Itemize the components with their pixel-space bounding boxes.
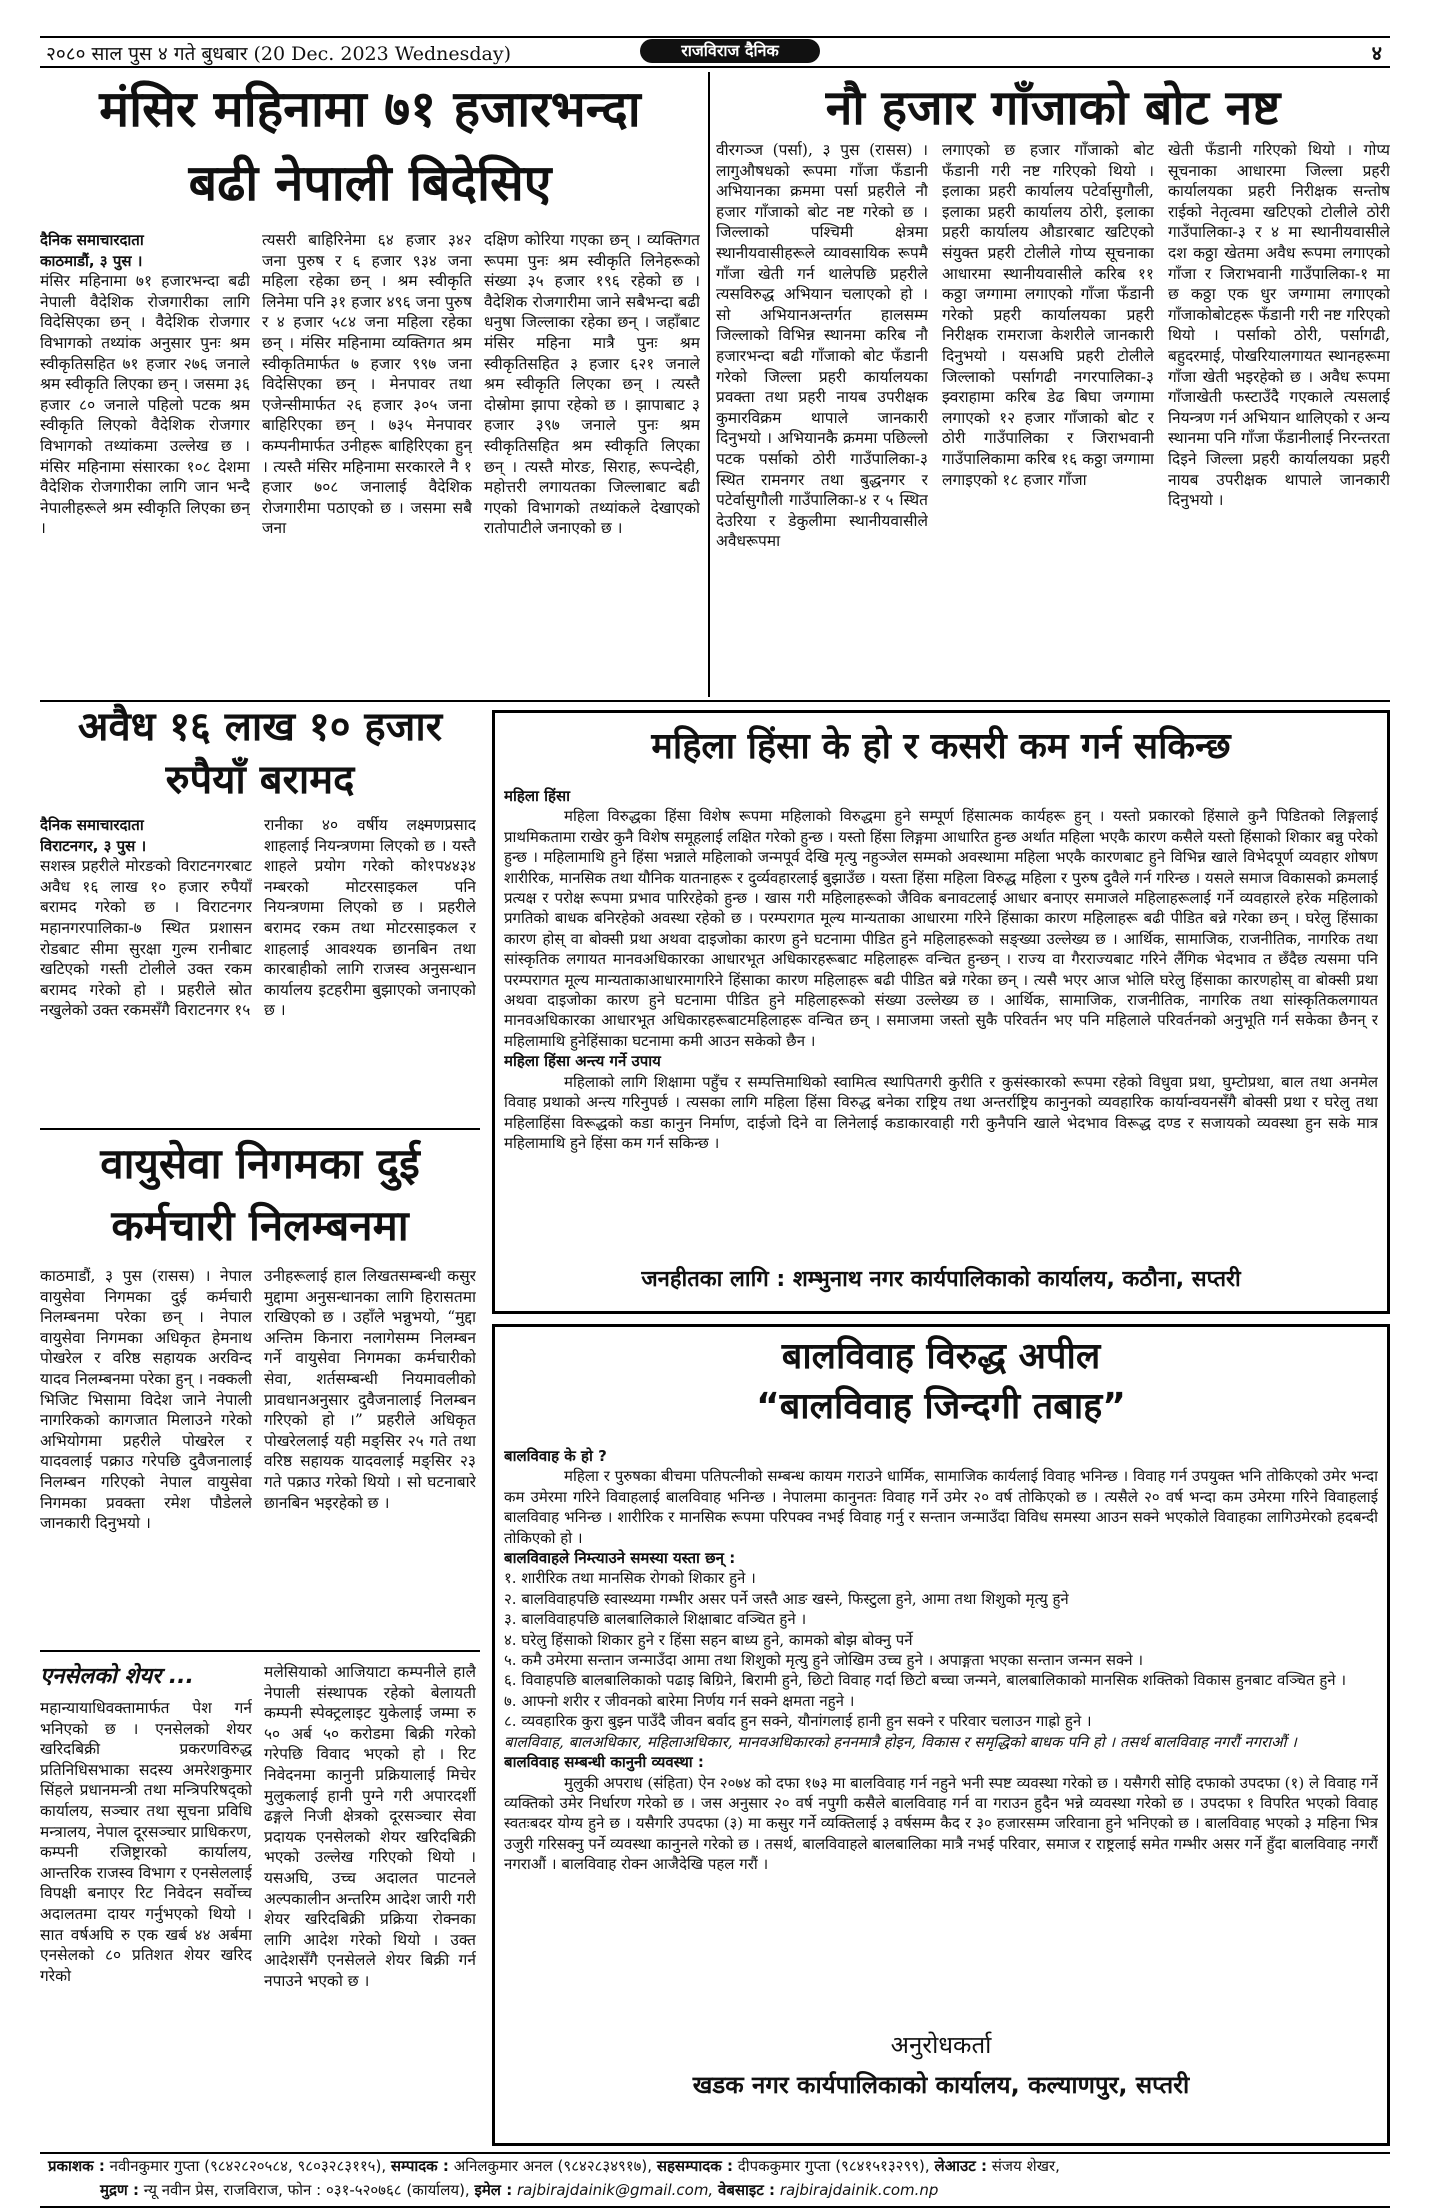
page-number: ४ (1371, 41, 1382, 65)
story4-column-2: उनीहरूलाई हाल लिखतसम्बन्धी कसुर मुद्दामा अनुसन्धानका लागि हिरासतमा राखिएको छ । उहाँले भन्नुभयो, “मुद्दा अन्तिम किनारा नलागेसम्म निलम्बन गर्ने वायुसेवा निगमका कर्मचारीको सेवा, शर्तसम्बन्धी नियमावलीको प्रावधानअनुसार दुवैजनालाई निलम्बन गरिएको हो ।” प्रहरीले अधिकृत पोखरेललाई यही मङ्सिर २५ गते तथा वरिष्ठ सहायक यादवलाई मङ्सिर २३ गते पक्राउ गरेको थियो । सो घटनाबारे छानबिन भइरहेको छ । (264, 1267, 476, 1512)
section-divider (40, 1650, 480, 1652)
story5-column-1: महान्यायाधिवक्तामार्फत पेश गर्न भनिएको छ । एनसेलको शेयर खरिदबिक्री प्रकरणविरुद्ध प्रतिनिधिसभाका सदस्य अमरेशकुमार सिंहले प्रधानमन्त्री तथा मन्त्रिपरिषद्को कार्यालय, सञ्चार तथा सूचना प्रविधि मन्त्रालय, नेपाल दूरसञ्चार प्राधिकरण, कम्पनी रजिष्ट्रारको कार्यालय, आन्तरिक राजस्व विभाग र एनसेललाई विपक्षी बनाएर रिट निवेदन सर्वोच्च अदालतमा दायर गर्नुभएको थियो । सात वर्षअघि रु एक खर्ब ४४ अर्बमा एनसेलको ८० प्रतिशत शेयर खरिद गरेको (40, 1699, 252, 1985)
story3-column-1 (40, 815, 252, 1125)
list-item: १. शारीरिक तथा मानसिक रोगको शिकार हुने । (504, 1569, 756, 1588)
story1-column-2: त्यसरी बाहिरिनेमा ६४ हजार ३४२ जना पुरुष र ६ हजार ९३४ जना महिला रहेका छन् । श्रम स्वीकृति लिनेमा पनि ३१ हजार ४९६ जना पुरुष र ४ हजार ५८४ जना महिला रहेका छन् । मंसिर महिनामा व्यक्तिगत श्रम स्वीकृतिमार्फत ७ हजार ९९७ जना विदेसिएका छन् । मेनपावर तथा एजेन्सीमार्फत २६ हजार ३०५ जना बाहिरिएका छन् । ७३५ मेनपावर कम्पनीमार्फत उनीहरू बाहिरिएका हुन् । त्यस्तै मंसिर महिनामा सरकारले नै १ हजार ७०८ जनालाई वैदेशिक रोजगारीमा पठाएको छ । जसमा सबै जना (262, 231, 472, 538)
story2-headline: नौ हजार गाँजाको बोट नष्ट (825, 80, 1281, 136)
story2-column-1: वीरगञ्ज (पर्सा), ३ पुस (रासस) । लागुऔषधको रूपमा गाँजा फँडानी अभियानका क्रममा पर्सा प्रहरीले नौ हजार गाँजाको बोट नष्ट गरेको छ । जिल्लाको पश्चिमी क्षेत्रमा स्थानीयवासीहरूले व्यावसायिक रूपमै गाँजा खेती गर्न थालेपछि प्रहरीले त्यसविरुद्ध अभियान चलाएको हो । सो अभियानअन्तर्गत हालसम्म जिल्लाको विभिन्न स्थानमा करिब नौ हजारभन्दा बढी गाँजाको बोट फँडानी गरेको जिल्ला प्रहरी कार्यालयका प्रवक्ता तथा प्रहरी नायब उपरीक्षक कुमारविक्रम थापाले जानकारी दिनुभयो । अभियानकै क्रममा पछिल्लो पटक पर्साको ठोरी गाउँपालिका-३ स्थित रामनगर तथा बुद्धनगर र पटेर्वासुगौली गाउँपालिका-४ र ५ स्थित देउरिया र डेकुलीमा स्थानीयवासीले अवैधरूपमा (716, 141, 928, 551)
ad2-headline-line1: बालविवाह विरुद्ध अपील (781, 1336, 1101, 1377)
list-item: ५. कमै उमेरमा सन्तान जन्माउँदा आमा तथा शिशुको मृत्यु हुने जोखिम उच्च हुने । अपाङ्गता भएका सन्तान जन्मन सक्ने । (504, 1651, 1144, 1670)
story1-byline-1: दैनिक समाचारदाता (40, 231, 144, 249)
story1-column-1 (40, 230, 250, 690)
story3-column-2: रानीका ४० वर्षीय लक्ष्मणप्रसाद शाहलाई नियन्त्रणमा लिएको छ । यस्तै शाहले प्रयोग गरेको को१प४४३४ नम्बरको मोटरसाइकल पनि नियन्त्रणमा लिएको छ । प्रहरीले बरामद रकम तथा मोटरसाइकल र शाहलाई आवश्यक छानबिन तथा कारबाहीको लागि राजस्व अनुसन्धान कार्यालय इटहरीमा बुझाएको जनाएको छ । (264, 816, 476, 1020)
story4-column-1: काठमाडौं, ३ पुस (रासस) । नेपाल वायुसेवा निगमका दुई कर्मचारी निलम्बनमा परेका छन् । नेपाल वायुसेवा निगमका अधिकृत हेमनाथ पोखरेल र वरिष्ठ सहायक अरविन्द यादव निलम्बनमा परेका हुन् । नक्कली भिजिट भिसामा विदेश जाने नेपाली नागरिकको कागजात मिलाउने गरेको अभियोगमा प्रहरीले पोखरेल र यादवलाई पक्राउ गरेपछि दुवैजनालाई निलम्बन गरिएको नेपाल वायुसेवा निगमका प्रवक्ता रमेश पौडेलले जानकारी दिनुभयो । (40, 1267, 252, 1533)
publisher-label: प्रकाशक : (48, 2157, 105, 2175)
story2-column-2: लगाएको छ हजार गाँजाको बोट फँडानी गरी नष्ट गरिएको थियो । इलाका प्रहरी कार्यालय पटेर्वासुगौली, इलाका प्रहरी कार्यालय ठोरी, इलाका प्रहरी कार्यालय औडारबाट खटिएको संयुक्त प्रहरी टोलीले गोप्य सूचनाका आधारमा स्थानीयवासीले करिब ११ कठ्ठा जग्गामा लगाएको गाँजा फँडानी गरेको प्रहरी कार्यालयका प्रहरी निरीक्षक रामराजा केशरीले जानकारी दिनुभयो । यसअघि प्रहरी टोलीले जिल्लाको पर्सागढी नगरपालिका-३ झ्वराहामा करिब डेढ बिघा जग्गामा लगाएको १२ हजार गाँजाको बोट र ठोरी गाउँपालिका र जिराभवानी गाउँपालिकामा करिब १६ कठ्ठा जग्गामा लगाइएको १८ हजार गाँजा (942, 141, 1154, 489)
story1-headline-line2: बढी नेपाली बिदेसिए (188, 154, 552, 212)
story1-byline-2: काठमाडौं, ३ पुस । (40, 251, 143, 270)
imprint-line-1 (40, 2154, 1390, 2178)
ad2-subheading-2: बालविवाहले निम्त्याउने समस्या यस्ता छन् : (504, 1549, 736, 1568)
coeditor-label: सहसम्पादक : (656, 2157, 733, 2175)
ad1-headline: महिला हिंसा के हो र कसरी कम गर्न सकिन्छ (651, 726, 1231, 767)
coeditor-value: दीपककुमार गुप्ता (९८४१५१३२९९), (737, 2157, 930, 2175)
section-divider (40, 1128, 480, 1130)
story3-text-1: सशस्त्र प्रहरीले मोरङको विराटनगरबाट अवैध १६ लाख १० हजार रुपैयाँ बरामद गरेको छ । विराटनगर महानगरपालिका-७ स्थित प्रशासन रोडबाट सीमा सुरक्षा गुल्म रानीबाट खटिएको गस्ती टोलीले उक्त रकम बरामद गरेको हो । प्रहरीले स्रोत नखुलेको उक्त रकमसँगै विराटनगर १५ (40, 857, 252, 1020)
story3-byline-1: दैनिक समाचारदाता (40, 816, 144, 834)
paper-name-badge: राजविराज दैनिक (640, 39, 820, 63)
story2-column-3: खेती फँडानी गरिएको थियो । गोप्य सूचनाका आधारमा जिल्ला प्रहरी कार्यालयका प्रहरी निरीक्षक सन्तोष राईको नेतृत्वमा खटिएको टोलीले ठोरी गाउँपालिका-३ र ४ मा स्थानीयवासीले दश कठ्ठा खेतमा अवैध रूपमा लगाएको गाँजा र जिराभवानी गाउँपालिका-१ मा छ कठ्ठा एक धुर जग्गामा लगाएको गाँजाकोबोटहरू फँडानी गरी नष्ट गरिएको थियो । पर्साको ठोरी, पर्सागढी, बहुदरमाई, पोखरियालगायत स्थानहरूमा गाँजा खेती भइरहेको छ । अवैध रूपमा गाँजाखेती फस्टाउँदै गएकाले त्यसलाई नियन्त्रण गर्न अभियान थालिएको र अन्य स्थानमा पनि गाँजा फँडानीलाई निरन्तरता दिइने जिल्ला प्रहरी कार्यालयका प्रहरी नायब उपरीक्षक थापाले जानकारी दिनुभयो । (1168, 141, 1390, 510)
website-link[interactable]: rajbirajdainik.com.np (779, 2181, 939, 2199)
ad2-problem-list (504, 1568, 1378, 1752)
ad1-body (504, 786, 1378, 1266)
ad1-subheading-2: महिला हिंसा अन्त्य गर्ने उपाय (504, 1052, 661, 1071)
editor-value: अनिलकुमार अनल (९८४२८३४९१७), (453, 2157, 653, 2175)
ad2-sponsor: खडक नगर कार्यपालिकाको कार्यालय, कल्याणपुर, सप्तरी (692, 2071, 1190, 2099)
story4-headline-line1: वायुसेवा निगमका दुई (100, 1139, 420, 1188)
layout-label: लेआउट : (934, 2157, 987, 2175)
ad1-sponsor: जनहीतका लागि : शम्भुनाथ नगर कार्यपालिकाको कार्यालय, कठौना, सप्तरी (641, 1267, 1241, 1292)
story1-text-1: मंसिर महिनामा ७१ हजारभन्दा बढी नेपाली वैदेशिक रोजगारीका लागि विदेसिएका छन् । वैदेशिक रोजगार विभागको तथ्यांक अनुसार पुनः श्रम स्वीकृतिसहित ७१ हजार २७६ जनाले श्रम स्वीकृति लिएका छन् । जसमा ३६ हजार ८० जनाले पहिलो पटक श्रम स्वीकृति लिएको वैदेशिक रोजगार विभागको तथ्यांकमा उल्लेख छ । मंसिर महिनामा संसारका १०८ देशमा वैदेशिक रोजगारीका लागि जान भन्दै नेपालीहरूले श्रम स्वीकृति लिएका छन् । (40, 272, 250, 538)
story3-headline-line1: अवैध १६ लाख १० हजार (77, 704, 443, 750)
ad1-subheading-1: महिला हिंसा (504, 787, 570, 805)
publisher-value: नवीनकुमार गुप्ता (९८४२८२०५८४, ९८०३२८३११५), (109, 2157, 387, 2175)
list-item: ४. घरेलु हिंसाको शिकार हुने र हिंसा सहन बाध्य हुने, कामको बोझ बोक्नु पर्ने (504, 1630, 913, 1649)
date-line: २०८० साल पुस ४ गते बुधबार (20 Dec. 2023 Wednesday) (46, 43, 511, 65)
story1-headline-line1: मंसिर महिनामा ७१ हजारभन्दा (99, 80, 641, 138)
story5-column-2: मलेसियाको आजियाटा कम्पनीले हालै नेपाली संस्थापक रहेको बेलायती कम्पनी स्पेक्ट्रलाइट युकेलाई जम्मा रु ५० अर्ब ५० करोडमा बिक्री गरेको गरेपछि विवाद भएको हो । रिट निवेदनमा कानुनी प्रक्रियालाई मिचेर मुलुकलाई हानी पुग्ने गरी अपारदर्शी ढङ्गले निजी क्षेत्रको दूरसञ्चार सेवा प्रदायक एनसेलको शेयर खरिदबिक्री भएको उल्लेख गरिएको थियो । यसअघि, उच्च अदालत पाटनले अल्पकालीन अन्तरिम आदेश जारी गरी शेयर खरिदबिक्री प्रक्रिया रोक्नका लागि आदेश गरेको थियो । उक्त आदेशसँगै एनसेलले शेयर बिक्री गर्न नपाउने भएको छ । (264, 1663, 476, 1990)
layout-value: संजय शेखर, (991, 2157, 1060, 2175)
story3-byline-2: विराटनगर, ३ पुस । (40, 836, 147, 855)
list-item: ७. आफ्नो शरीर र जीवनको बारेमा निर्णय गर्न सक्ने क्षमता नहुने । (504, 1691, 855, 1710)
list-item: २. बालविवाहपछि स्वास्थ्यमा गम्भीर असर पर्ने जस्तै आङ खस्ने, फिस्टुला हुने, आमा तथा शिशुको मृत्यु हुने (504, 1589, 1069, 1608)
ad1-paragraph-1: महिला विरुद्धका हिंसा विशेष रूपमा महिलाको विरुद्धमा हुने सम्पूर्ण हिंसात्मक कार्यहरू हुन् । यस्तो प्रकारको हिंसाले कुनै पिडितको लिङ्गलाई प्राथमिकतामा राखेर कुनै विशेष समूहलाई लक्षित गरेको हुन्छ । यस्तो हिंसा लिङ्गमा आधारित हुन्छ अर्थात महिला भएकै कारण कसैले यस्तो हिंसाको शिकार बन्नु परेको हुन्छ । महिलामाथि हुने हिंसा भन्नाले महिलाको जन्मपूर्व देखि मृत्यु नहुञ्जेल सम्मको अवस्थामा महिला भएकै कारणबाट हुने विभिन्न खाले विभेदपूर्ण व्यवहार शोषण शारीरिक, मानसिक तथा यौनिक यातनाहरू र दुर्व्यवहारलाई बुझाउँछ । यस्ता हिंसा महिला विरुद्ध महिला र पुरुष दुवैले गर्न गरिन्छ । यसले समाज विकासको क्रमलाई प्रत्यक्ष र परोक्ष रूपमा प्रभाव पारिरहेको हुन्छ । खास गरी महिलाहरूको जैविक बनावटलाई आधार बनाएर समाजले महिलाहरूलाई गर्ने व्यवहारले हरेक महिलाको प्रगतिको बाधक बनिरहेको अवस्था रहेको छ । परम्परागत मूल्य मान्यताका आधारमा गरिने हिंसाका कारण महिलाहरू बढी पीडित बन्ने गरेका छन् । घरेलु हिंसाका कारण होस् वा बोक्सी प्रथा अथवा दाइजोका कारण हुने घटनामा पीडित हुने महिलाहरूको सङ्ख्या उल्लेख्य छ । आर्थिक, सामाजिक, राजनीतिक, नागरिक तथा सांस्कृतिक लगायत मानवअधिकारका आधारभूत अधिकारहरूबाट महिलाहरू वन्चित हुन्छन् । राज्य वा गैरराज्यबाट गरिने लैंगिक भेदभाव त छँदैछ त्यसमा पनि परम्परागत मूल्य मान्यताकाआधारमागरिने हिंसाका कारण महिलाहरू बढी पीडित बन्ने गरेका छन् । त्यसै भएर आज भोलि घरेलु हिंसाका कारणहोस् वा बोक्सी प्रथा अथवा दाइजोका कारण हुने घटनामा पीडित हुने महिलाहरूको संख्या उल्लेख्य छ । आर्थिक, सामाजिक, राजनीतिक, नागरिक तथा सांस्कृतिकलगायत मानवअधिकारका आधारभूत अधिकारहरूबाटमहिलाहरू वन्चित छन् । समाजमा जस्तो सुकै परिवर्तन भए पनि महिलाले परिवर्तनको अनुभूति गर्न सकेका छैनन् र महिलामाथि हुनेहिंसाका घटनामा कमी आउन सकेको छैन । (504, 807, 1378, 1050)
masthead-bar (40, 36, 1390, 68)
story4-headline-line2: कर्मचारी निलम्बनमा (111, 1201, 409, 1250)
ad1-paragraph-2: महिलाको लागि शिक्षामा पहुँच र सम्पत्तिमाथिको स्वामित्व स्थापितगरी कुरीति र कुसंस्कारको रूपमा रहेको विधुवा प्रथा, घुम्टोप्रथा, बाल तथा अनमेल विवाह प्रथाको अन्त्य गरिनुपर्छ । त्यसका लागि महिला हिंसा विरुद्ध बनेका राष्ट्रिय तथा अन्तर्राष्ट्रिय कानुनको व्यवहारिक कार्यान्वयनसँगै बोक्सी प्रथा र घरेलु तथा महिलाहिंसा विरूद्धको कडा कानुन निर्माण, दाईजो दिने वा लिनेलाई कडाकारवाही गरी कुनैपनि खाले भेदभाव विरूद्ध दण्ड र सजायको व्यवस्था हुन सके मात्र महिलामाथि हुने हिंसा कम गर्न सकिन्छ । (504, 1072, 1378, 1152)
press-label: मुद्रण : (100, 2181, 140, 2199)
ad2-request-label: अनुरोधकर्ता (890, 2031, 992, 2059)
email-link[interactable]: rajbirajdainik@gmail.com, (516, 2181, 714, 2199)
list-item: ३. बालविवाहपछि बालबालिकाले शिक्षाबाट वञ्चित हुने । (504, 1610, 807, 1629)
story5-headline: एनसेलको शेयर ... (40, 1664, 194, 1689)
list-item: ६. विवाहपछि बालबालिकाको पढाइ बिग्रिने, बिरामी हुने, छिटो विवाह गर्दा छिटो बच्चा जन्मने, बालबालिकाको मानसिक शक्तिको विकास हुनबाट वञ्चित हुने । (504, 1671, 1347, 1690)
imprint-line-2 (40, 2178, 1390, 2202)
ad2-paragraph-3: मुलुकी अपराध (संहिता) ऐन २०७४ को दफा १७३ मा बालविवाह गर्न नहुने भनी स्पष्ट व्यवस्था गरेको छ । यसैगरी सोहि दफाको उपदफा (१) ले विवाह गर्ने व्यक्तिको उमेर निर्धारण गरेको छ । जस अनुसार २० वर्ष नपुगी कसैले बालविवाह गर्न वा गराउन हुदैन भन्ने व्यवस्था गरेको छ । उपदफा १ विपरित भएको विवाह स्वतःबदर योग्य हुने छ । यसैगरि उपदफा (३) मा कसुर गर्ने व्यक्तिलाई ३ वर्षसम्म कैद र ३० हजारसम्म जरिवाना हुने भनिएको छ । बालविवाह भएको ३ महिना भित्र उजुरी गरिसक्नु पर्ने व्यवस्था कानुनले गरेको छ । तसर्थ, बालविवाहले बालबालिका मात्रै नभई परिवार, समाज र राष्ट्रलाई समेत गम्भीर असर गर्ने हुँदा बालविवाह नगरौं नगराऔं । बालविवाह रोक्न आजैदेखि पहल गरौं । (504, 1773, 1378, 1874)
email-label: इमेल : (474, 2181, 513, 2199)
story1-column-3: दक्षिण कोरिया गएका छन् । व्यक्तिगत रूपमा पुनः श्रम स्वीकृति लिनेहरूको संख्या ३५ हजार १९६ रहेको छ । वैदेशिक रोजगारीमा जाने सबैभन्दा बढी धनुषा जिल्लाका रहेका छन् । जहाँबाट मंसिर महिना मात्रै पुनः श्रम स्वीकृतिसहित ३ हजार ६२१ जनाले श्रम स्वीकृति लिएका छन् । त्यस्तै दोस्रोमा झापा रहेको छ । झापाबाट ३ हजार ३९७ जनाले पुनः श्रम स्वीकृतिसहित श्रम स्वीकृति लिएका छन् । त्यस्तै मोरङ, सिराह, रूपन्देही, महोत्तरी लगायतका जिल्लाबाट बढी गएको विभागको तथ्यांकले देखाएको रातोपाटीले जनाएको छ । (484, 231, 700, 538)
ad2-subheading-1: बालविवाह के हो ? (504, 1447, 607, 1465)
website-label: वेबसाइट : (717, 2181, 776, 2199)
ad2-paragraph-1: महिला र पुरुषका बीचमा पतिपत्नीको सम्बन्ध कायम गराउने धार्मिक, सामाजिक कार्यलाई विवाह भनिन्छ । विवाह गर्न उपयुक्त भनि तोकिएको उमेर भन्दा कम उमेरमा गरिने विवाहलाई बालविवाह भनिन्छ । नेपालमा कानुनतः विवाह गर्ने उमेर २० वर्ष तोकिएको छ । त्यसैले २० वर्ष भन्दा कम उमेरमा गरिने विवाहलाई बालविवाह भनिन्छ । शारीरिक र मानसिक रूपमा परिपक्व नभई विवाह गर्नु र सन्तान जन्माउँदा विविध समस्या आउन सक्ने भएकोले विवाहका लागिउमेरको हदबन्दी तोकिएको हो । (504, 1467, 1378, 1547)
story3-headline-line2: रुपैयाँ बरामद (165, 757, 355, 803)
ad2-subheading-3: बालविवाह सम्बन्धी कानुनी व्यवस्था : (504, 1753, 704, 1772)
ad2-body (504, 1446, 1378, 2016)
press-value: न्यू नवीन प्रेस, राजविराज, फोन : ०३१-५२०७६८ (कार्यालय), (143, 2181, 470, 2199)
ad2-headline-line2: “बालविवाह जिन्दगी तबाह” (756, 1386, 1126, 1427)
list-item: ८. व्यवहारिक कुरा बुझ्न पाउँदै जीवन बर्वाद हुन सक्ने, यौनांगलाई हानी हुन सक्ने र परिवार चलाउन गाह्रो हुने । (504, 1712, 1092, 1731)
editor-label: सम्पादक : (390, 2157, 449, 2175)
column-divider (708, 72, 710, 697)
ad2-italic-note: बालविवाह, बालअधिकार, महिलाअधिकार, मानवअधिकारको हननमात्रै होइन, विकास र समृद्धिको बाधक पनि हो । तसर्थ बालविवाह नगरौं नगराऔं । (504, 1732, 1297, 1751)
imprint-footer (40, 2152, 1390, 2208)
